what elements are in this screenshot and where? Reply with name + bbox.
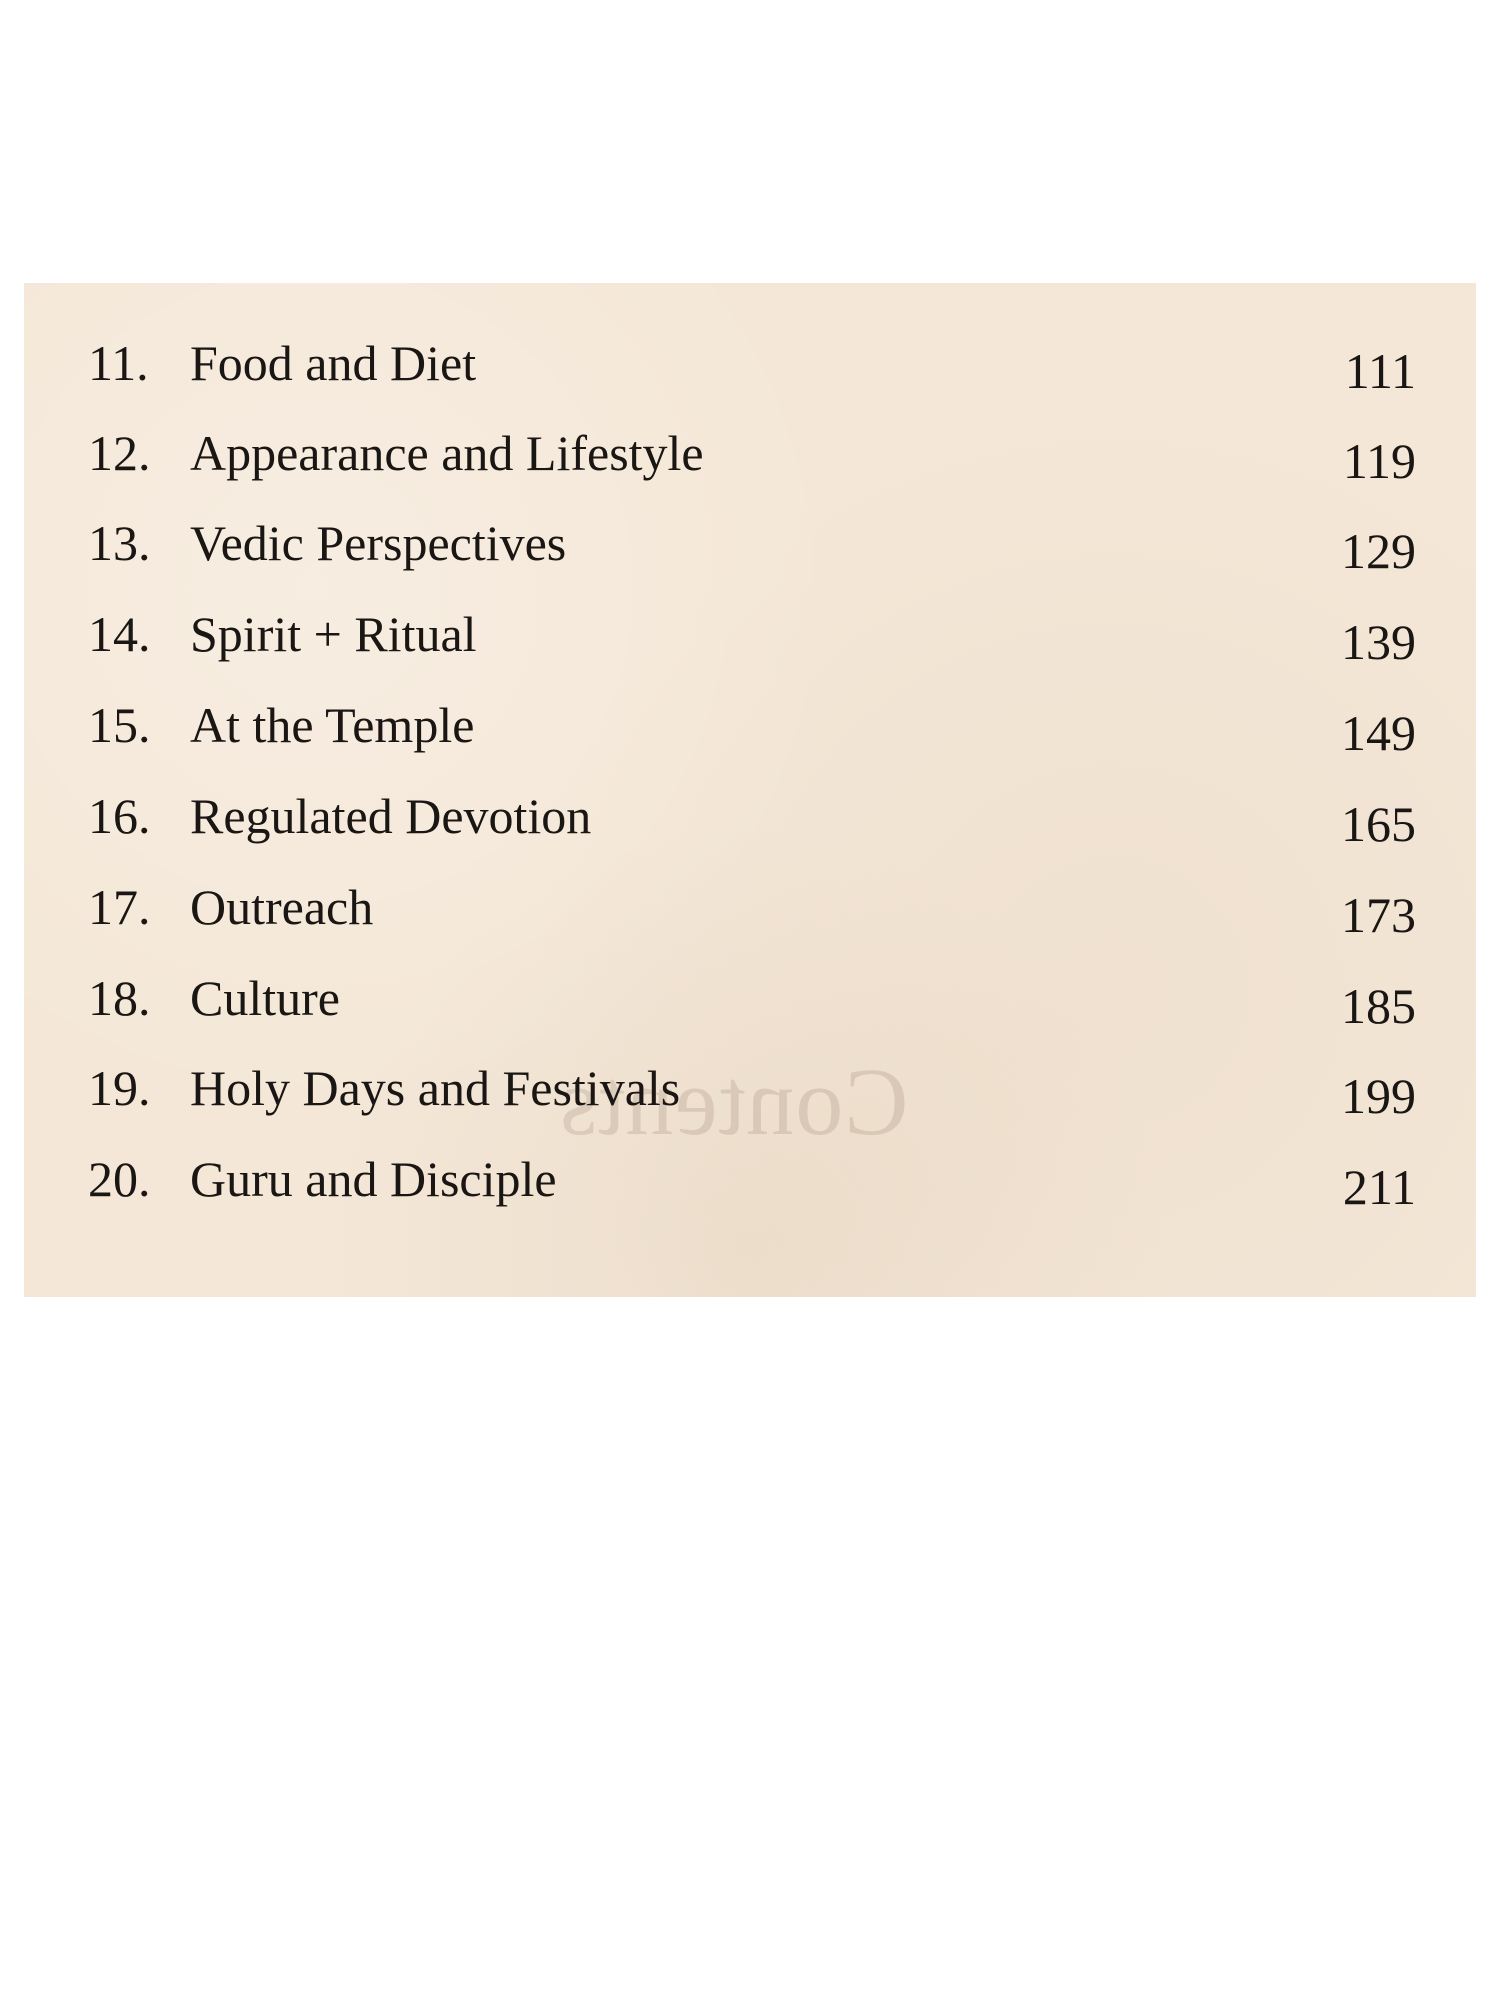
chapter-title: Spirit + Ritual xyxy=(190,606,477,662)
chapter-title: At the Temple xyxy=(190,697,475,753)
toc-entry xyxy=(88,323,1416,403)
page-number: 173 xyxy=(1341,887,1416,943)
chapter-number: 14. xyxy=(88,606,151,662)
page-number: 199 xyxy=(1341,1068,1416,1124)
toc-entry xyxy=(88,867,1416,947)
toc-entry xyxy=(88,1048,1416,1128)
chapter-number: 11. xyxy=(88,335,149,391)
chapter-number: 12. xyxy=(88,425,151,481)
toc-entry xyxy=(88,685,1416,765)
toc-entry xyxy=(88,1139,1416,1219)
chapter-title: Culture xyxy=(190,970,340,1026)
chapter-number: 19. xyxy=(88,1060,151,1116)
page-number: 111 xyxy=(1344,343,1416,399)
toc-entry xyxy=(88,958,1416,1038)
page-number: 149 xyxy=(1341,705,1416,761)
toc-entry xyxy=(88,413,1416,493)
chapter-title: Regulated Devotion xyxy=(190,788,592,844)
chapter-number: 17. xyxy=(88,879,151,935)
page-number: 129 xyxy=(1341,523,1416,579)
page-number: 139 xyxy=(1341,614,1416,670)
page-number: 211 xyxy=(1342,1159,1416,1215)
page-number: 185 xyxy=(1341,978,1416,1034)
chapter-title: Food and Diet xyxy=(190,335,477,391)
table-of-contents xyxy=(24,283,1476,1297)
chapter-title: Appearance and Lifestyle xyxy=(190,425,704,481)
toc-entry xyxy=(88,776,1416,856)
page-number: 119 xyxy=(1342,433,1416,489)
chapter-title: Guru and Disciple xyxy=(190,1151,557,1207)
chapter-number: 13. xyxy=(88,515,151,571)
chapter-title: Outreach xyxy=(190,879,374,935)
chapter-number: 20. xyxy=(88,1151,151,1207)
toc-entry xyxy=(88,503,1416,583)
toc-entry xyxy=(88,594,1416,674)
scanned-page xyxy=(24,283,1476,1297)
chapter-number: 16. xyxy=(88,788,151,844)
chapter-title: Vedic Perspectives xyxy=(190,515,567,571)
bleed-through-heading: Contents xyxy=(559,1048,909,1155)
page-number: 165 xyxy=(1341,796,1416,852)
chapter-number: 15. xyxy=(88,697,151,753)
chapter-title: Holy Days and Festivals xyxy=(190,1060,681,1116)
chapter-number: 18. xyxy=(88,970,151,1026)
